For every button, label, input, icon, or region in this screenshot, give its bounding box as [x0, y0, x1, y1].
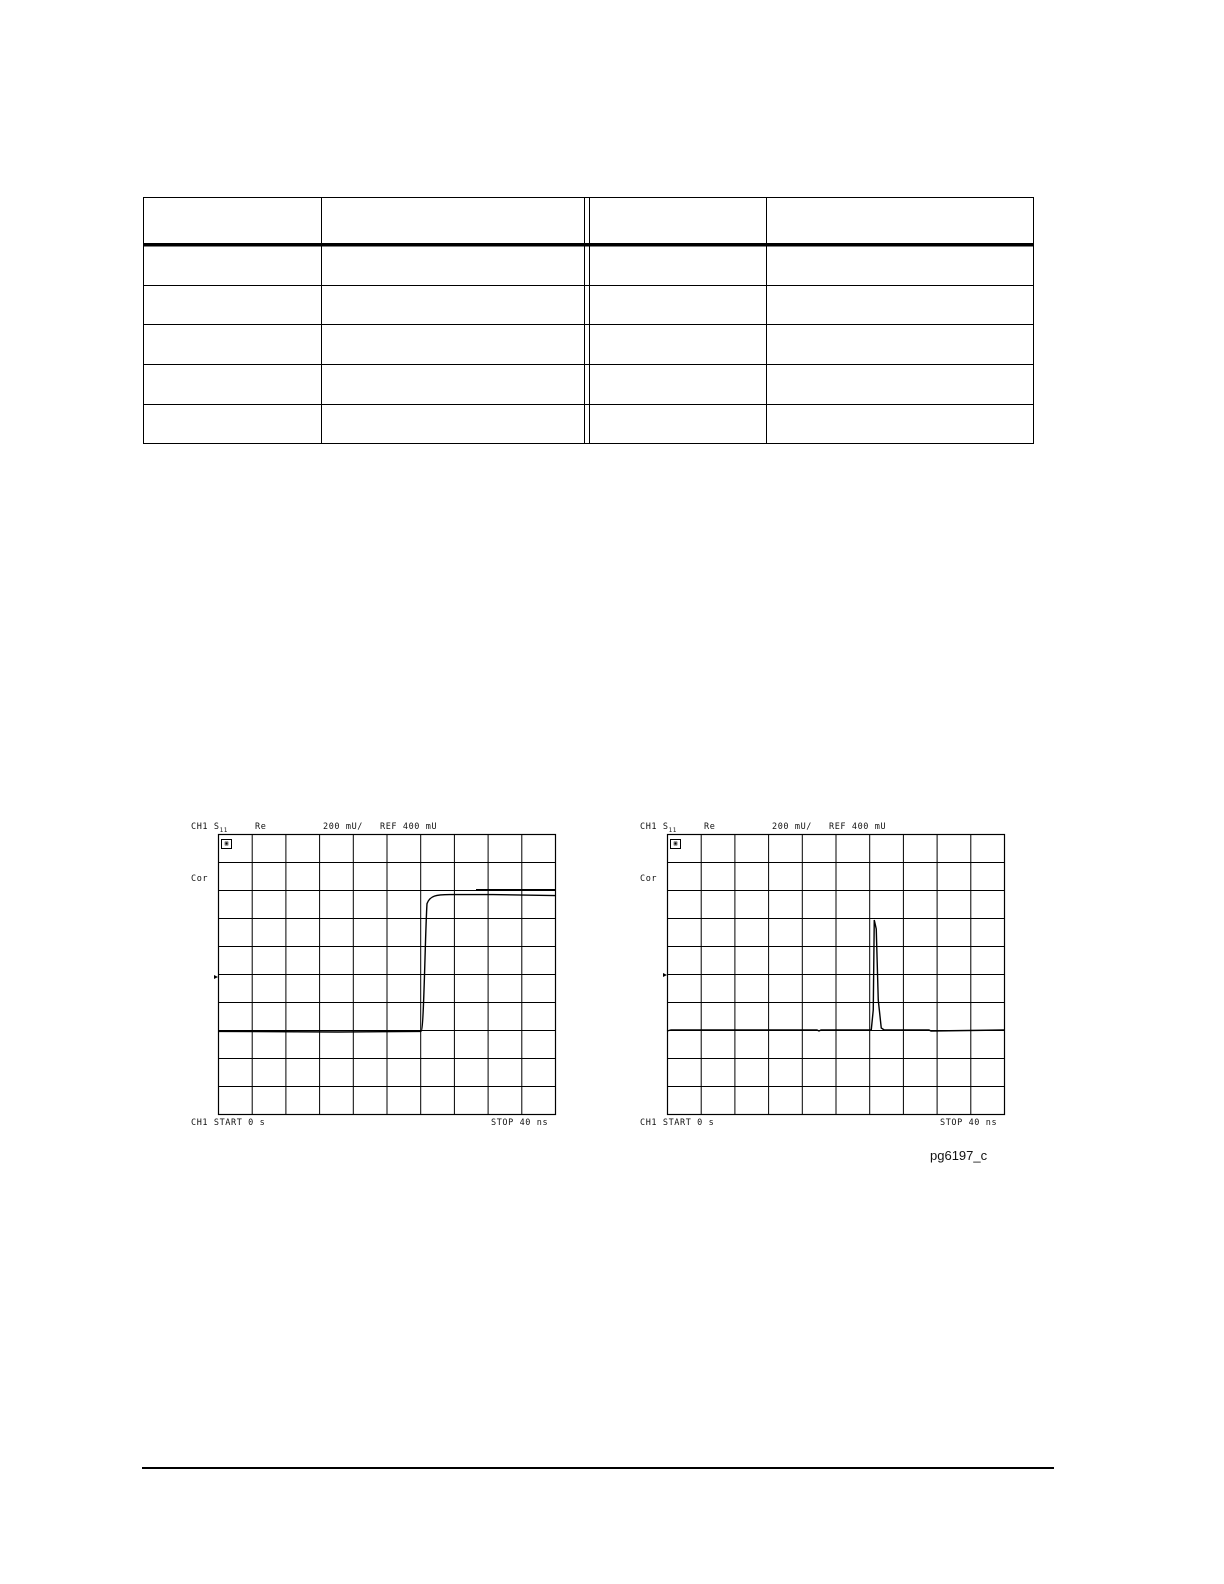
- plot-step-response: [189, 815, 565, 1135]
- start-label: CH1 START 0 s: [640, 1118, 715, 1128]
- channel-label: CH1 $S_{11}$: [191, 822, 229, 834]
- footer-rule: [142, 1467, 1054, 1469]
- plot-grid-step: [189, 815, 565, 1135]
- data-table: [143, 197, 1034, 444]
- format-label: Re: [255, 822, 267, 832]
- status-label: Cor: [191, 874, 209, 884]
- ref-label: REF 400 mU: [829, 822, 887, 832]
- scale-label: 200 mU/: [323, 822, 364, 832]
- plot-impulse-response: [638, 815, 1014, 1135]
- table-grid: [143, 197, 1034, 444]
- plot-grid-impulse: [638, 815, 1014, 1135]
- marker-indicator: ▣: [221, 839, 232, 849]
- format-label: Re: [704, 822, 716, 832]
- reference-pointer: [663, 973, 667, 977]
- channel-label: CH1 $S_{11}$: [640, 822, 678, 834]
- ref-label: REF 400 mU: [380, 822, 438, 832]
- stop-label: STOP 40 ns: [491, 1118, 549, 1128]
- scale-label: 200 mU/: [772, 822, 813, 832]
- reference-pointer: [214, 975, 218, 979]
- start-label: CH1 START 0 s: [191, 1118, 266, 1128]
- status-label: Cor: [640, 874, 658, 884]
- stop-label: STOP 40 ns: [940, 1118, 998, 1128]
- figure-id: pg6197_c: [930, 1148, 988, 1163]
- marker-indicator: ▣: [670, 839, 681, 849]
